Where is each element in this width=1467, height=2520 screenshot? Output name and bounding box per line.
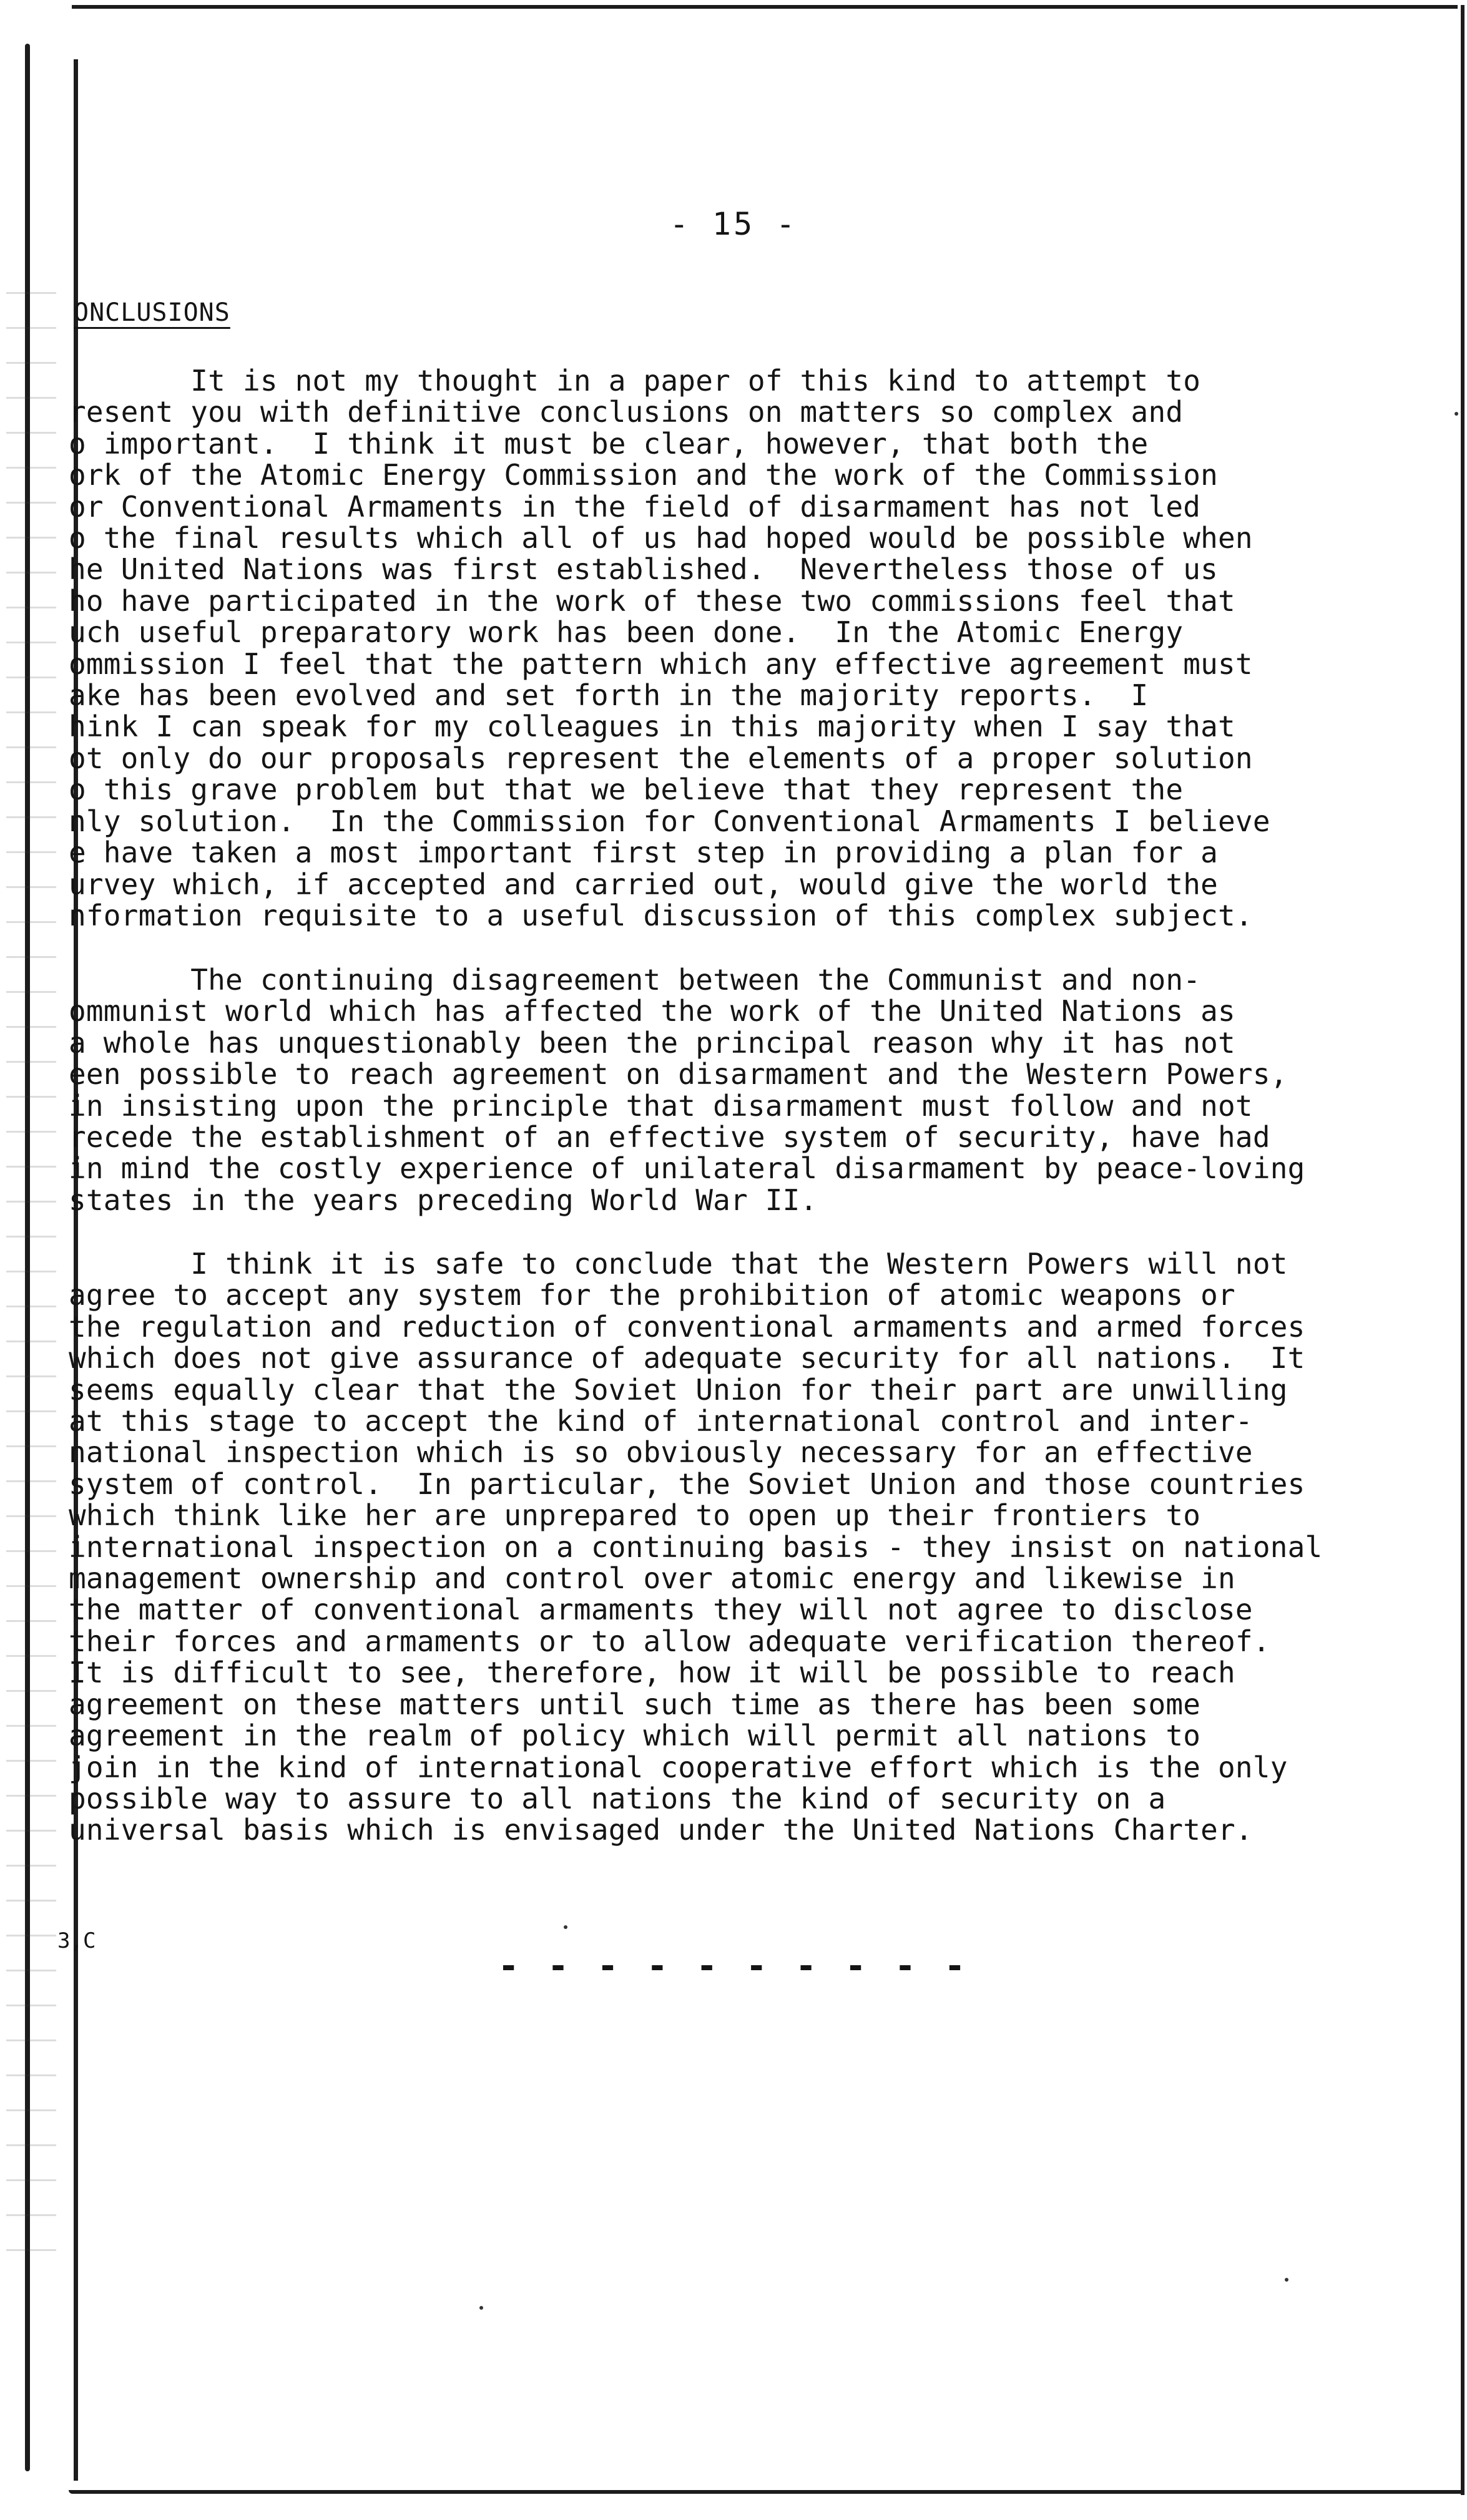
scan-speck xyxy=(1455,412,1458,416)
text-line: a whole has unquestionably been the principal reason why it has not xyxy=(69,1025,1235,1060)
text-line: agreement on these matters until such time as there has been some xyxy=(69,1687,1201,1721)
text-line: the regulation and reduction of conventional armaments and armed forces xyxy=(69,1309,1305,1344)
text-line: nformation requisite to a useful discussion of this complex subject. xyxy=(69,898,1253,932)
text-line: I think it is safe to conclude that the Western Powers will not xyxy=(69,1247,1288,1281)
text-line: o important. I think it must be clear, however, that both the xyxy=(69,426,1149,461)
text-line: possible way to assure to all nations the kind of security on a xyxy=(69,1781,1166,1815)
text-line: the matter of conventional armaments they will not agree to disclose xyxy=(69,1593,1253,1627)
paragraph-2 xyxy=(69,964,1455,1216)
text-line: join in the kind of international cooperative effort which is the only xyxy=(69,1750,1288,1784)
text-line: ork of the Atomic Energy Commission and the work of the Commission xyxy=(69,458,1219,492)
text-line: management ownership and control over atomic energy and likewise in xyxy=(69,1561,1235,1596)
text-line: ommission I feel that the pattern which any effective agreement must xyxy=(69,647,1253,681)
text-line: which think like her are unprepared to open up their frontiers to xyxy=(69,1498,1201,1533)
text-line: or Conventional Armaments in the field of disarmament has not led xyxy=(69,489,1201,524)
text-line: resent you with definitive conclusions on matters so complex and xyxy=(69,395,1184,429)
text-line: their forces and armaments or to allow adequate verification thereof. xyxy=(69,1624,1270,1658)
text-line: states in the years preceding World War II. xyxy=(69,1183,818,1217)
text-line: in insisting upon the principle that disarmament must follow and not xyxy=(69,1088,1253,1123)
text-line: ot only do our proposals represent the elements of a proper solution xyxy=(69,741,1253,775)
text-line: It is not my thought in a paper of this kind to attempt to xyxy=(69,364,1201,398)
text-line: ommunist world which has affected the work of the United Nations as xyxy=(69,994,1235,1028)
text-line: system of control. In particular, the Soviet Union and those countries xyxy=(69,1467,1305,1501)
paragraph-1 xyxy=(69,365,1455,931)
text-line: agreement in the realm of policy which will permit all nations to xyxy=(69,1719,1201,1753)
page-number: - 15 - xyxy=(669,206,798,242)
text-line: ake has been evolved and set forth in the majority reports. I xyxy=(69,678,1149,713)
page-right-border xyxy=(1461,5,1465,2495)
text-line: he United Nations was first established. Nevertheless those of us xyxy=(69,552,1219,587)
text-line: o the final results which all of us had hoped would be possible when xyxy=(69,521,1253,555)
section-heading: ONCLUSIONS xyxy=(74,298,230,327)
page-bottom-border xyxy=(69,2490,1461,2494)
text-line: national inspection which is so obviously necessary for an effective xyxy=(69,1435,1253,1470)
text-line: seems equally clear that the Soviet Union for their part are unwilling xyxy=(69,1372,1288,1407)
text-line: nly solution. In the Commission for Conventional Armaments I believe xyxy=(69,804,1270,838)
scan-speck xyxy=(479,2306,483,2310)
text-line: It is difficult to see, therefore, how it will be possible to reach xyxy=(69,1656,1235,1690)
page-top-border xyxy=(72,5,1458,9)
text-line: in mind the costly experience of unilateral disarmament by peace-loving xyxy=(69,1151,1305,1186)
text-line: uch useful preparatory work has been done. In the Atomic Energy xyxy=(69,615,1184,650)
text-line: recede the establishment of an effective system of security, have had xyxy=(69,1120,1270,1155)
text-line: o this grave problem but that we believe that they represent the xyxy=(69,773,1184,807)
text-line: agree to accept any system for the prohibition of atomic weapons or xyxy=(69,1278,1235,1312)
text-line: international inspection on a continuing basis - they insist on national xyxy=(69,1530,1323,1564)
text-line: hink I can speak for my colleagues in this majority when I say that xyxy=(69,710,1235,744)
text-line: urvey which, if accepted and carried out, would give the world the xyxy=(69,867,1219,901)
text-line: e have taken a most important first step in providing a plan for a xyxy=(69,836,1219,870)
text-line: een possible to reach agreement on disarmament and the Western Powers, xyxy=(69,1057,1288,1092)
file-mark: 3,C xyxy=(57,1928,96,1953)
text-line: which does not give assurance of adequate security for all nations. It xyxy=(69,1341,1305,1375)
text-line: ho have participated in the work of these two commissions feel that xyxy=(69,584,1235,618)
scan-speck xyxy=(1285,2278,1288,2282)
end-of-section-rule: - - - - - - - - - - xyxy=(498,1946,969,1986)
text-line: universal basis which is envisaged under the United Nations Charter. xyxy=(69,1813,1253,1847)
paragraph-3 xyxy=(69,1248,1455,1846)
text-line: at this stage to accept the kind of international control and inter- xyxy=(69,1404,1253,1438)
text-line: The continuing disagreement between the Communist and non- xyxy=(69,963,1201,997)
scan-speck xyxy=(564,1925,567,1929)
